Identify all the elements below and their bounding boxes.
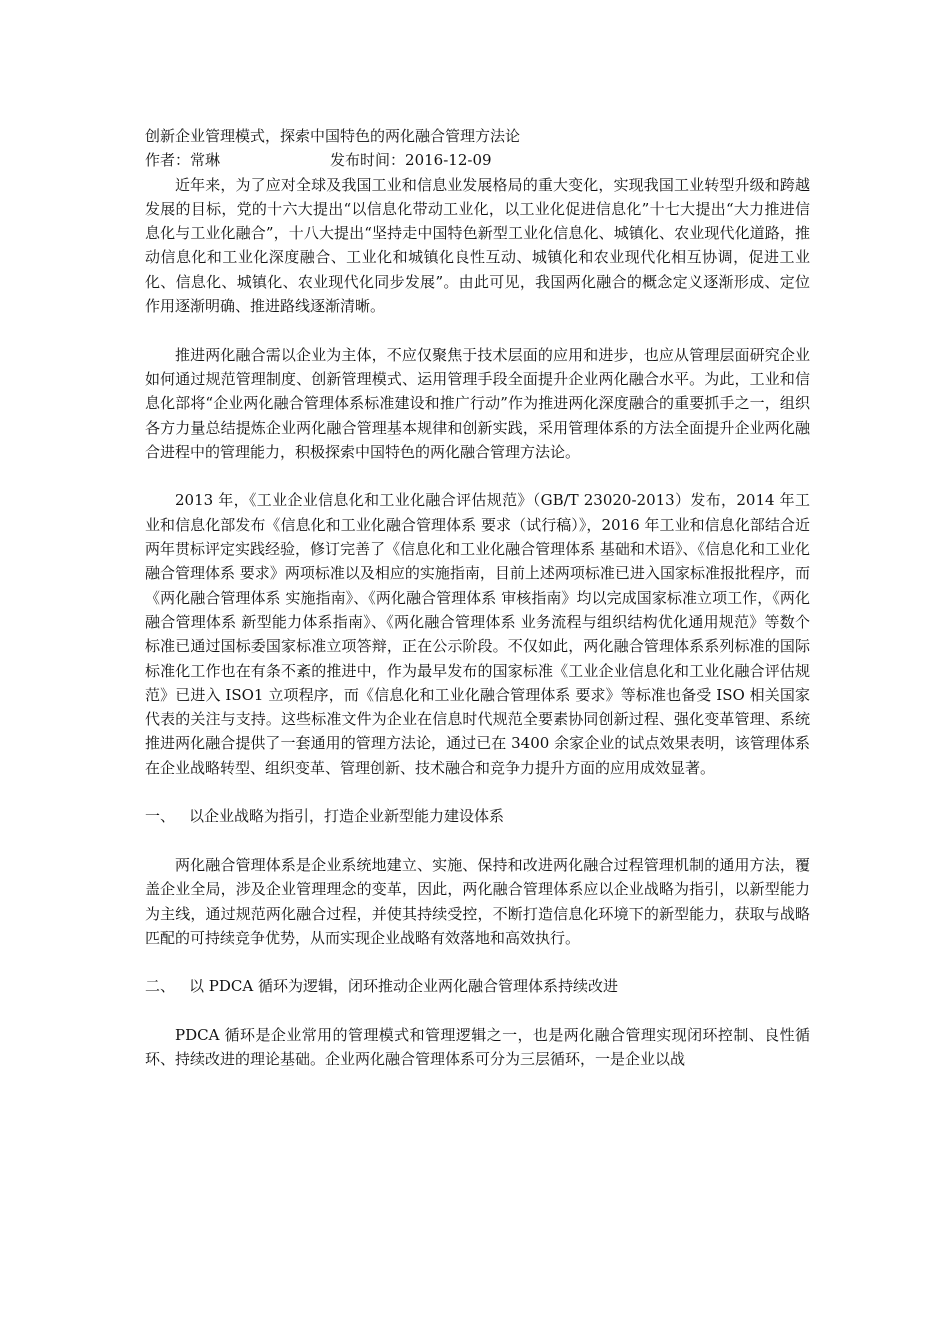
author-label: 作者： xyxy=(145,151,191,170)
paragraph-5: PDCA 循环是企业常用的管理模式和管理逻辑之一，也是两化融合管理实现闭环控制、良性循环、持续改进的理论基础。企业两化融合管理体系可分为三层循环，一是企业以战 xyxy=(145,1025,810,1069)
paragraph-spacer xyxy=(145,950,810,974)
article-meta xyxy=(145,148,810,172)
section-number: 二、 xyxy=(145,977,176,996)
paragraph-spacer xyxy=(145,999,810,1023)
section-heading-2 xyxy=(145,974,810,998)
paragraph-1: 近年来，为了应对全球及我国工业和信息业发展格局的重大变化，实现我国工业转型升级和跨越发展的目标，党的十六大提出“以信息化带动工业化，以工业化促进信息化”十七大提出“大力推进信息化与工业化融合”，十八大提出“坚持走中国特色新型工业化信息化、城镇化、农业现代化道路，推动信息化和工业化深度融合、工业化和城镇化良性互动、城镇化和农业现代化相互协调，促进工业化、信息化、城镇化、农业现代化同步发展”。由此可见，我国两化融合的概念定义逐渐形成、定位作用逐渐明确、推进路线逐渐清晰。 xyxy=(145,175,810,316)
section-title: 以 PDCA 循环为逻辑，闭环推动企业两化融合管理体系持续改进 xyxy=(189,977,618,996)
document-body xyxy=(145,124,810,1072)
paragraph-spacer xyxy=(145,318,810,342)
section-title: 以企业战略为指引，打造企业新型能力建设体系 xyxy=(189,807,505,826)
author-name: 常琳 xyxy=(190,151,221,170)
paragraph-3: 2013 年，《工业企业信息化和工业化融合评估规范》（GB/T 23020-2013）发布，2014 年工业和信息化部发布《信息化和工业化融合管理体系 要求（试行稿）》，2016 年工业和信息化部结合近两年贯标评定实践经验，修订完善了《信息化和工业化融合管理体系 基础和术语》、《信息化和工业化融合管理体系 要求》两项标准以及相应的实施指南，目前上述两项标准已进入国家标准报批程序，而《两化融合管理体系 实施指南》、《两化融合管理体系 审核指南》均以完成国家标准立项工作，《两化融合管理体系 新型能力体系指南》、《两化融合管理体系 业务流程与组织结构优化通用规范》等数个标准已通过国标委国家标准立项答辩，正在公示阶段。不仅如此，两化融合管理体系系列标准的国际标准化工作也在有条不紊的推进中，作为最早发布的国家标准《工业企业信息化和工业化融合评估规范》已进入 ISO1 立项程序，而《信息化和工业化融合管理体系 要求》等标准也备受 ISO 相关国家代表的关注与支持。这些标准文件为企业在信息时代规范全要素协同创新过程、强化变革管理、系统推进两化融合提供了一套通用的管理方法论，通过已在 3400 余家企业的试点效果表明，该管理体系在企业战略转型、组织变革、管理创新、技术融合和竞争力提升方面的应用成效显著。 xyxy=(145,491,810,777)
publish-date: 2016-12-09 xyxy=(405,151,492,170)
paragraph-spacer xyxy=(145,829,810,853)
paragraph-spacer xyxy=(145,780,810,804)
paragraph-2: 推进两化融合需以企业为主体，不应仅聚焦于技术层面的应用和进步，也应从管理层面研究企业如何通过规范管理制度、创新管理模式、运用管理手段全面提升企业两化融合水平。为此，工业和信息化部将“企业两化融合管理体系标准建设和推广行动”作为推进两化深度融合的重要抓手之一，组织各方力量总结提炼企业两化融合管理基本规律和创新实践，采用管理体系的方法全面提升企业两化融合进程中的管理能力，积极探索中国特色的两化融合管理方法论。 xyxy=(145,345,810,461)
date-label: 发布时间： xyxy=(330,151,406,170)
paragraph-spacer xyxy=(145,464,810,488)
article-title: 创新企业管理模式，探索中国特色的两化融合管理方法论 xyxy=(145,127,521,145)
section-heading-1 xyxy=(145,804,810,828)
paragraph-4: 两化融合管理体系是企业系统地建立、实施、保持和改进两化融合过程管理机制的通用方法，覆盖企业全局，涉及企业管理理念的变革，因此，两化融合管理体系应以企业战略为指引，以新型能力为主线，通过规范两化融合过程，并使其持续受控，不断打造信息化环境下的新型能力，获取与战略匹配的可持续竞争优势，从而实现企业战略有效落地和高效执行。 xyxy=(145,855,810,947)
section-number: 一、 xyxy=(145,807,176,826)
